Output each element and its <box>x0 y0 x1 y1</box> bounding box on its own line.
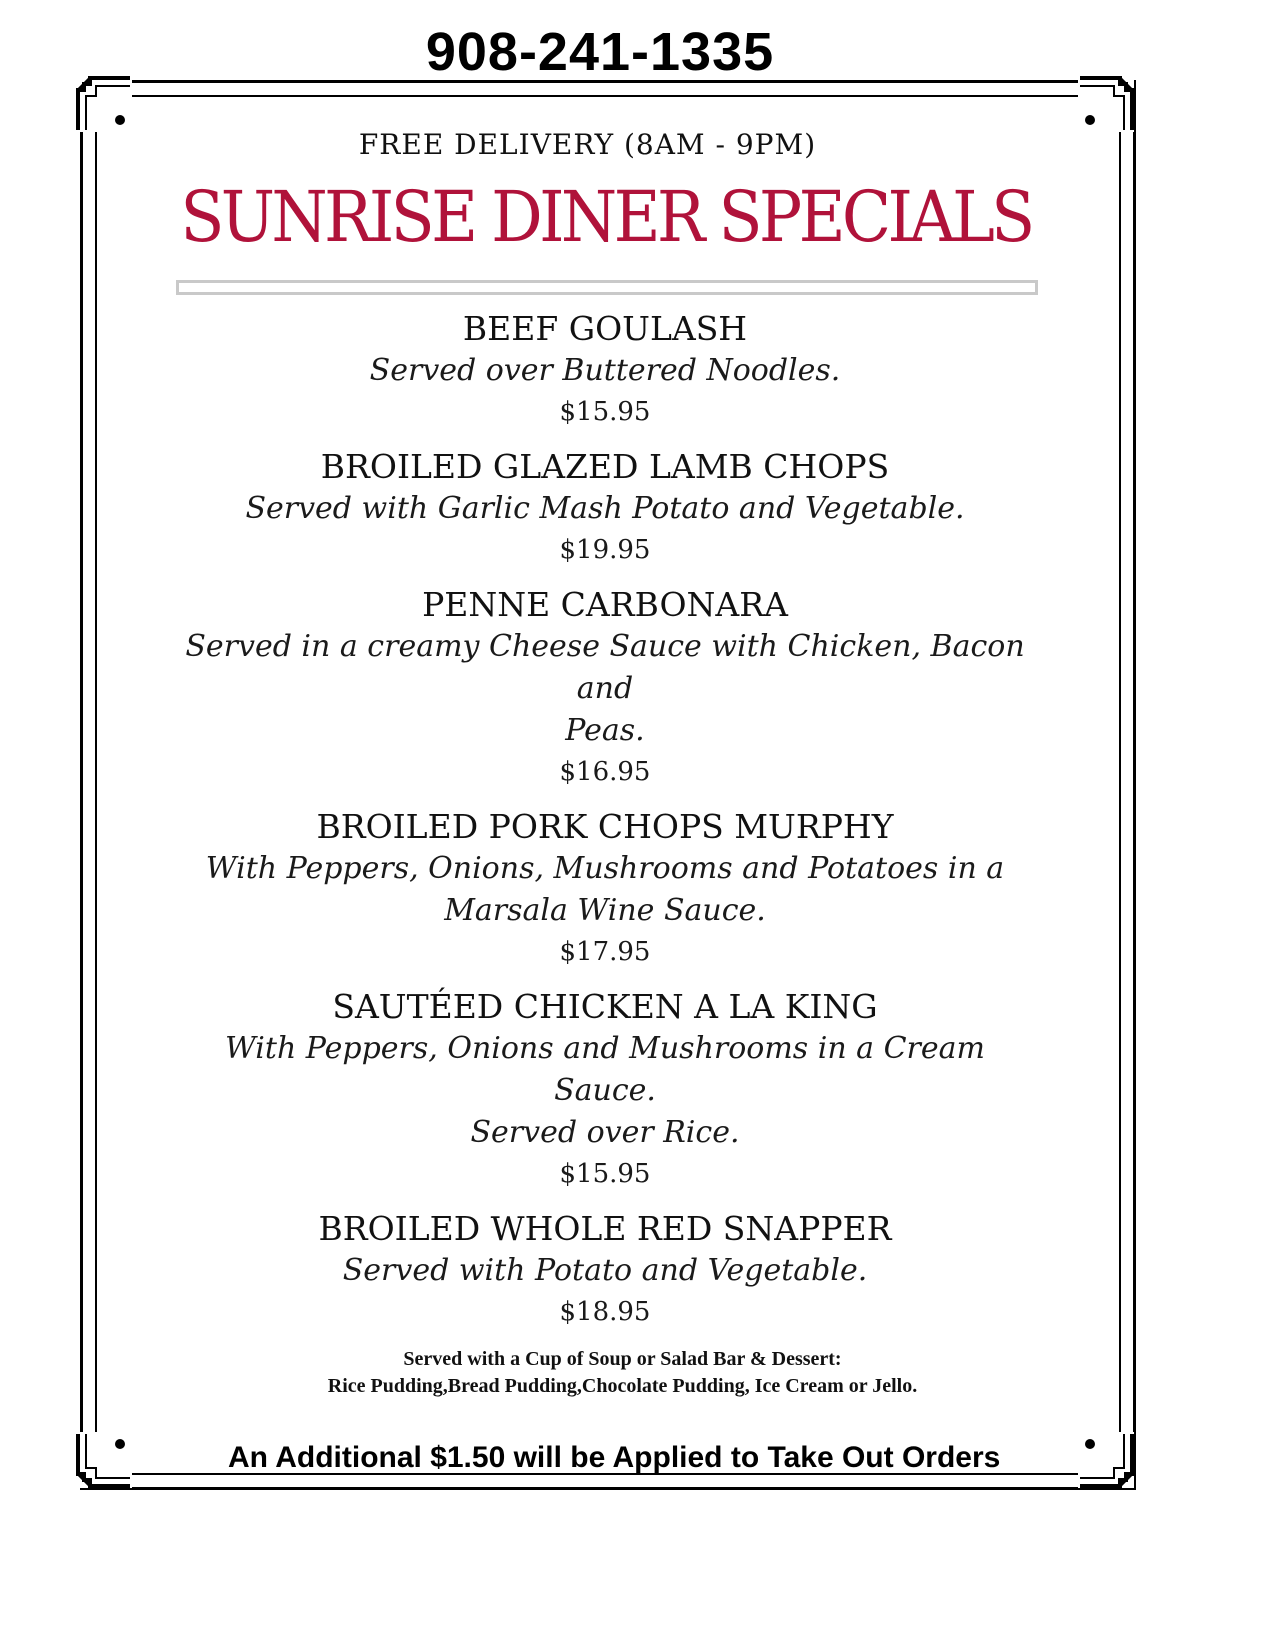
desserts-line: Rice Pudding,Bread Pudding,Chocolate Pudding, Ice Cream or Jello. <box>327 1375 918 1397</box>
item-description: Served over Rice. <box>470 1115 740 1150</box>
corner-ornament-icon <box>76 1432 132 1488</box>
item-description: Peas. <box>565 713 645 748</box>
item-description: With Peppers, Onions and Mushrooms in a Cream Sauce. <box>224 1031 985 1108</box>
sides-line: Served with a Cup of Soup or Salad Bar & Dessert: <box>403 1348 842 1370</box>
item-description: Served over Buttered Noodles. <box>369 353 841 388</box>
item-name: PENNE CARBONARA <box>422 585 788 624</box>
item-name: SAUTÉED CHICKEN A LA KING <box>332 987 878 1026</box>
item-price: $15.95 <box>559 397 651 427</box>
item-price: $18.95 <box>559 1297 651 1327</box>
sides-note <box>0 1346 1245 1400</box>
phone-number: 908-241-1335 <box>425 22 775 82</box>
item-description: Served in a creamy Cheese Sauce with Chicken, Bacon and <box>185 629 1025 706</box>
corner-ornament-icon <box>1078 76 1134 132</box>
menu-item <box>170 308 1040 432</box>
title-divider <box>176 280 1038 295</box>
menu-item <box>170 986 1040 1194</box>
menu-item <box>170 806 1040 972</box>
item-name: BROILED PORK CHOPS MURPHY <box>316 807 894 846</box>
item-description: Served with Garlic Mash Potato and Vegetable. <box>245 491 965 526</box>
item-price: $16.95 <box>559 757 651 787</box>
specials-list <box>170 308 1040 1346</box>
item-description: Marsala Wine Sauce. <box>444 893 766 928</box>
menu-item <box>170 584 1040 792</box>
menu-item <box>170 1208 1040 1332</box>
item-price: $17.95 <box>559 937 651 967</box>
item-price: $19.95 <box>559 535 651 565</box>
corner-ornament-icon <box>1078 1432 1134 1488</box>
item-price: $15.95 <box>559 1159 651 1189</box>
item-description: With Peppers, Onions, Mushrooms and Potatoes in a <box>205 851 1005 886</box>
corner-ornament-icon <box>76 76 132 132</box>
takeout-note: An Additional $1.50 will be Applied to Take Out Orders <box>228 1441 1001 1474</box>
item-name: BROILED GLAZED LAMB CHOPS <box>320 447 890 486</box>
item-description: Served with Potato and Vegetable. <box>342 1253 868 1288</box>
item-name: BEEF GOULASH <box>462 309 748 348</box>
item-name: BROILED WHOLE RED SNAPPER <box>318 1209 892 1248</box>
menu-item <box>170 446 1040 570</box>
menu-title: SUNRISE DINER SPECIALS <box>180 176 1032 258</box>
delivery-hours: FREE DELIVERY (8AM - 9PM) <box>358 128 817 161</box>
